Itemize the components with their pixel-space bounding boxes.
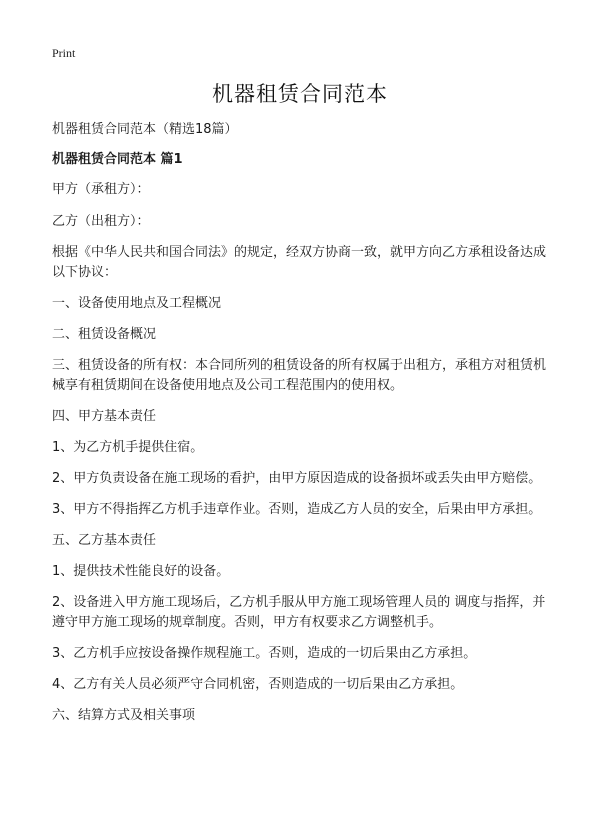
paragraph-party-a: 甲方（承租方）： xyxy=(52,182,150,197)
document-title: 机器租赁合同范本 xyxy=(212,82,388,106)
paragraph-preamble: 根据《中华人民共和国合同法》的规定，经双方协商一致，就甲方向乙方承租设备达成以下协议： xyxy=(52,245,547,280)
paragraph-clause-4-1: 1、为乙方机手提供住宿。 xyxy=(52,440,204,455)
paragraph-clause-4: 四、甲方基本责任 xyxy=(52,409,157,424)
paragraph-clause-2: 二、租赁设备概况 xyxy=(52,327,157,342)
section-heading: 机器租赁合同范本 篇1 xyxy=(52,152,183,167)
document-body xyxy=(52,118,552,726)
paragraph-clause-5: 五、乙方基本责任 xyxy=(52,533,157,548)
paragraph-clause-6: 六、结算方式及相关事项 xyxy=(52,708,196,723)
document-subtitle: 机器租赁合同范本（精选18篇） xyxy=(52,122,238,137)
paragraph-clause-5-1: 1、提供技术性能良好的设备。 xyxy=(52,564,230,579)
paragraph-clause-3: 三、租赁设备的所有权：本合同所列的租赁设备的所有权属于出租方，承租方对租赁机械享有租赁期间在设备使用地点及公司工程范围内的使用权。 xyxy=(52,358,547,393)
paragraph-party-b: 乙方（出租方）： xyxy=(52,214,150,229)
paragraph-clause-1: 一、设备使用地点及工程概况 xyxy=(52,296,222,311)
print-label: Print xyxy=(52,46,76,60)
paragraph-clause-4-2: 2、甲方负责设备在施工现场的看护，由甲方原因造成的设备损坏或丢失由甲方赔偿。 xyxy=(52,471,542,486)
paragraph-clause-4-3: 3、甲方不得指挥乙方机手违章作业。否则，造成乙方人员的安全，后果由甲方承担。 xyxy=(52,502,542,517)
paragraph-clause-5-2: 2、设备进入甲方施工现场后，乙方机手服从甲方施工现场管理人员的 调度与指挥，并遵守甲方施工现场的规章制度。否则，甲方有权要求乙方调整机手。 xyxy=(52,595,546,630)
paragraph-clause-5-4: 4、乙方有关人员必须严守合同机密，否则造成的一切后果由乙方承担。 xyxy=(52,677,464,692)
paragraph-clause-5-3: 3、乙方机手应按设备操作规程施工。否则，造成的一切后果由乙方承担。 xyxy=(52,646,477,661)
